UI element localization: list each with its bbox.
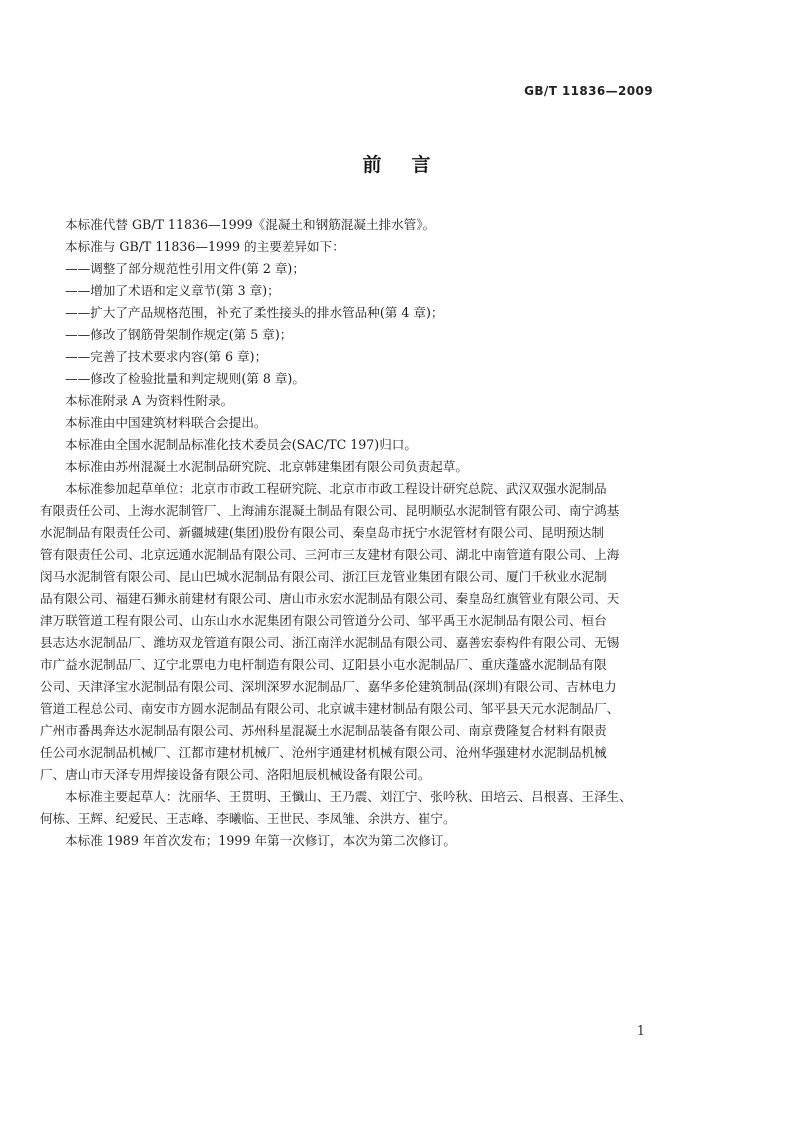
participants-line: 有限责任公司、上海水泥制管厂、上海浦东混凝土制品有限公司、昆明顺弘水泥制管有限公司、南宁鸿基: [40, 503, 620, 518]
participants-line: 市广益水泥制品厂、辽宁北票电力电杆制造有限公司、辽阳县小屯水泥制品厂、重庆蓬盛水泥制品有限: [40, 657, 607, 672]
list-item: ——调整了部分规范性引用文件(第 2 章)；: [65, 261, 305, 276]
page-number: 1: [636, 1024, 645, 1039]
participants-line: 本标准参加起草单位：北京市市政工程研究院、北京市市政工程设计研究总院、武汉双强水泥制品: [65, 481, 607, 496]
paragraph-history: 本标准 1989 年首次发布；1999 年第一次修订，本次为第二次修订。: [65, 833, 456, 848]
paragraph-differences-intro: 本标准与 GB/T 11836—1999 的主要差异如下：: [65, 239, 345, 254]
participants-line: 品有限公司、福建石狮永前建材有限公司、唐山市永宏水泥制品有限公司、秦皇岛红旗管业有限公司、天: [40, 591, 620, 606]
participants-line: 管道工程总公司、南安市方圆水泥制品有限公司、北京诚丰建材制品有限公司、邹平县天元水泥制品厂、: [40, 701, 620, 716]
participants-line: 任公司水泥制品机械厂、江都市建材机械厂、沧州宇通建材机械有限公司、沧州华强建材水泥制品机械: [40, 745, 607, 760]
foreword-body: [40, 214, 752, 852]
participants-line: 津万联管道工程有限公司、山东山水水泥集团有限公司管道分公司、邹平禹王水泥制品有限公司、桓台: [40, 613, 607, 628]
participants-line: 公司、天津泽宝水泥制品有限公司、深圳深罗水泥制品厂、嘉华多伦建筑制品(深圳)有限公司、吉林电力: [40, 679, 617, 694]
list-item: ——修改了检验批量和判定规则(第 8 章)。: [65, 371, 305, 386]
drafters-line: 何栋、王辉、纪爱民、王志峰、李曦临、王世民、李凤雏、余洪方、崔宁。: [40, 811, 456, 826]
participants-line: 厂、唐山市天泽专用焊接设备有限公司、洛阳旭辰机械设备有限公司。: [40, 767, 431, 782]
paragraph-drafted-by: 本标准由苏州混凝土水泥制品研究院、北京韩建集团有限公司负责起草。: [65, 459, 468, 474]
page-title: 前言: [362, 154, 461, 176]
participants-line: 闵马水泥制管有限公司、昆山巴城水泥制品有限公司、浙江巨龙管业集团有限公司、厦门千秋业水泥制: [40, 569, 607, 584]
drafters-line: 本标准主要起草人：沈丽华、王贯明、王懺山、王乃震、刘江宁、张吟秋、田培云、吕根喜、王泽生、: [65, 789, 632, 804]
paragraph-proposed-by: 本标准由中国建筑材料联合会提出。: [65, 415, 267, 430]
participants-line: 水泥制品有限责任公司、新疆城建(集团)股份有限公司、秦皇岛市抚宁水泥管材有限公司、昆明预达制: [40, 525, 604, 540]
paragraph-annex: 本标准附录 A 为资料性附录。: [65, 393, 234, 408]
participants-line: 广州市番禺奔达水泥制品有限公司、苏州科星混凝土水泥制品装备有限公司、南京费隆复合材料有限责: [40, 723, 607, 738]
list-item: ——扩大了产品规格范围，补充了柔性接头的排水管品种(第 4 章)；: [65, 305, 444, 320]
participants-line: 管有限责任公司、北京远通水泥制品有限公司、三河市三友建材有限公司、湖北中南管道有限公司、上海: [40, 547, 620, 562]
standard-number: GB/T 11836—2009: [524, 84, 653, 98]
paragraph-centralized-by: 本标准由全国水泥制品标准化技术委员会(SAC/TC 197)归口。: [65, 437, 417, 452]
paragraph-supersedes: 本标准代替 GB/T 11836—1999《混凝土和钢筋混凝土排水管》。: [65, 217, 436, 232]
participants-line: 县志达水泥制品厂、潍坊双龙管道有限公司、浙江南洋水泥制品有限公司、嘉善宏泰构件有限公司、无锡: [40, 635, 620, 650]
list-item: ——完善了技术要求内容(第 6 章)；: [65, 349, 268, 364]
list-item: ——修改了钢筋骨架制作规定(第 5 章)；: [65, 327, 293, 342]
list-item: ——增加了术语和定义章节(第 3 章)；: [65, 283, 280, 298]
